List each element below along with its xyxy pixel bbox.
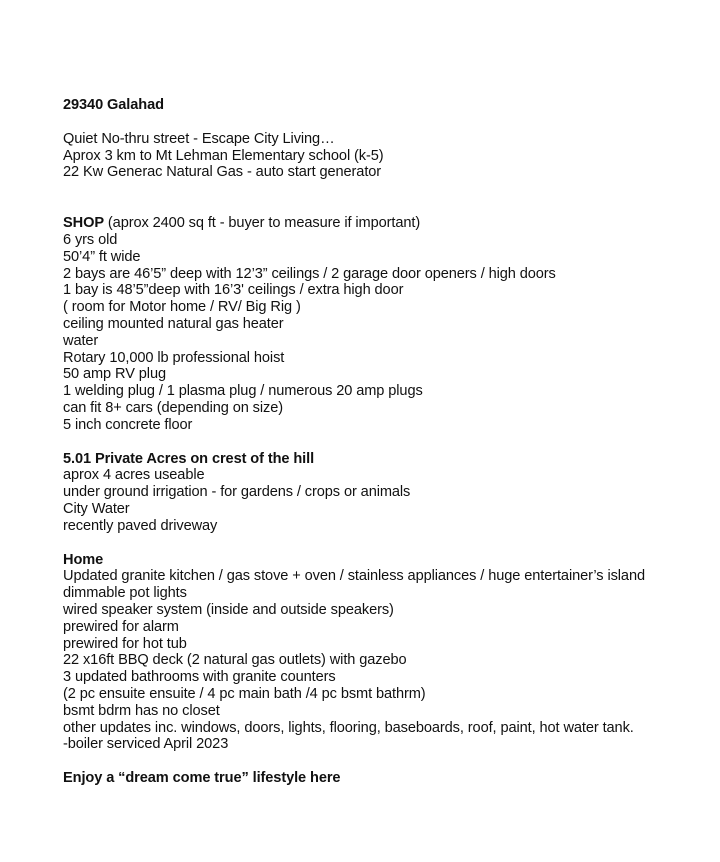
shop-heading-note: (aprox 2400 sq ft - buyer to measure if important) (103, 215, 421, 232)
shop-heading-line (63, 215, 713, 232)
home-heading: Home (63, 551, 104, 568)
acres-line: aprox 4 acres useable (63, 467, 205, 484)
intro-line: 22 Kw Generac Natural Gas - auto start generator (63, 164, 382, 181)
shop-line: 1 welding plug / 1 plasma plug / numerous 20 amp plugs (63, 383, 423, 400)
acres-line: City Water (63, 500, 130, 517)
shop-section (63, 215, 713, 433)
shop-line: 1 bay is 48’5”deep with 16’3' ceilings / extra high door (63, 282, 404, 299)
acres-heading: 5.01 Private Acres on crest of the hill (63, 450, 315, 467)
shop-line: 5 inch concrete floor (63, 416, 193, 433)
home-line: other updates inc. windows, doors, lights, flooring, baseboards, roof, paint, hot water tank. (63, 719, 634, 736)
home-line: 3 updated bathrooms with granite counters (63, 669, 336, 686)
home-line: 22 x16ft BBQ deck (2 natural gas outlets) with gazebo (63, 652, 407, 669)
acres-section (63, 451, 713, 535)
shop-line: 6 yrs old (63, 231, 118, 248)
home-section (63, 552, 713, 754)
home-line: -boiler serviced April 2023 (63, 736, 229, 753)
shop-line: 50’4” ft wide (63, 248, 141, 265)
shop-line: ( room for Motor home / RV/ Big Rig ) (63, 299, 301, 316)
home-line: prewired for alarm (63, 618, 179, 635)
shop-line: 50 amp RV plug (63, 366, 166, 383)
page-title: 29340 Galahad (63, 97, 164, 113)
intro-line: Aprox 3 km to Mt Lehman Elementary school (k-5) (63, 147, 384, 164)
intro-line: Quiet No-thru street - Escape City Living… (63, 130, 335, 147)
closing-line: Enjoy a “dream come true” lifestyle here (63, 770, 341, 787)
shop-line: water (63, 332, 99, 349)
shop-line: can fit 8+ cars (depending on size) (63, 399, 283, 416)
home-line: Updated granite kitchen / gas stove + oven / stainless appliances / huge entertainer’s island (63, 568, 645, 585)
shop-heading: SHOP (63, 215, 104, 232)
listing-document (63, 97, 713, 787)
intro-section (63, 131, 713, 181)
home-line: dimmable pot lights (63, 585, 187, 602)
home-line: bsmt bdrm has no closet (63, 702, 220, 719)
acres-line: recently paved driveway (63, 517, 218, 534)
acres-line: under ground irrigation - for gardens / crops or animals (63, 484, 411, 501)
home-line: wired speaker system (inside and outside speakers) (63, 601, 394, 618)
home-line: prewired for hot tub (63, 635, 187, 652)
shop-line: ceiling mounted natural gas heater (63, 315, 284, 332)
home-line: (2 pc ensuite ensuite / 4 pc main bath /4 pc bsmt bathrm) (63, 685, 426, 702)
shop-line: Rotary 10,000 lb professional hoist (63, 349, 285, 366)
shop-line: 2 bays are 46’5” deep with 12’3” ceilings / 2 garage door openers / high doors (63, 265, 556, 282)
